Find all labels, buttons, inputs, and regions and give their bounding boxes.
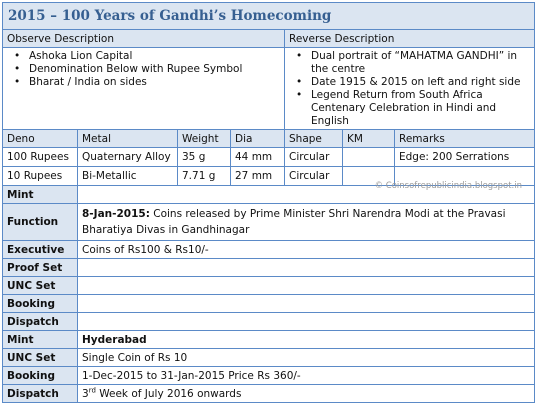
list-item: • Dual portrait of “MAHATMA GANDHI” in the centre xyxy=(296,50,518,75)
reverse-list xyxy=(289,50,530,128)
booking-label: Booking xyxy=(3,367,78,385)
list-item: • Bharat / India on sides xyxy=(14,76,147,88)
proof-set-value xyxy=(78,259,535,277)
unc-set-hyderabad-value: Single Coin of Rs 10 xyxy=(78,349,535,367)
dispatch-hyderabad-value: 3rd Week of July 2016 onwards xyxy=(78,385,535,403)
bullet-icon: • xyxy=(296,50,303,62)
table-row xyxy=(3,331,535,349)
reverse-header: Reverse Description xyxy=(285,30,535,48)
mint-label: Mint xyxy=(3,331,78,349)
booking-hyderabad-value: 1-Dec-2015 to 31-Jan-2015 Price Rs 360/- xyxy=(78,367,535,385)
table-cell: Circular xyxy=(285,148,343,167)
table-cell: 100 Rupees xyxy=(3,148,78,167)
table-cell: 7.71 g xyxy=(178,167,231,186)
list-item: • Denomination Below with Rupee Symbol xyxy=(14,63,243,75)
table-cell: 35 g xyxy=(178,148,231,167)
dispatch-label: Dispatch xyxy=(3,385,78,403)
unc-set-value xyxy=(78,277,535,295)
unc-set-label: UNC Set xyxy=(3,277,78,295)
unc-set-label: UNC Set xyxy=(3,349,78,367)
page-title: 2015 – 100 Years of Gandhi’s Homecoming xyxy=(3,3,535,30)
list-item: • Ashoka Lion Capital xyxy=(14,50,133,62)
observe-list xyxy=(7,50,280,89)
column-header: Deno xyxy=(3,130,78,148)
column-header: Shape xyxy=(285,130,343,148)
table-row xyxy=(3,277,535,295)
table-cell: Edge: 200 Serrations xyxy=(395,148,535,167)
function-label: Function xyxy=(3,204,78,241)
booking-value xyxy=(78,295,535,313)
bullet-icon: • xyxy=(296,76,303,88)
table-cell: 27 mm xyxy=(231,167,285,186)
table-cell: Quaternary Alloy xyxy=(78,148,178,167)
reverse-description xyxy=(285,48,535,130)
table-row xyxy=(3,349,535,367)
table-row xyxy=(3,367,535,385)
column-header: Remarks xyxy=(395,130,535,148)
observe-header: Observe Description xyxy=(3,30,285,48)
list-item: • Date 1915 & 2015 on left and right side xyxy=(296,76,521,88)
proof-set-label: Proof Set xyxy=(3,259,78,277)
table-row xyxy=(3,295,535,313)
table-cell: 44 mm xyxy=(231,148,285,167)
function-value: 8-Jan-2015: Coins released by Prime Minister Shri Narendra Modi at the Pravasi Bharatiya Divas in Gandhinagar xyxy=(78,204,535,241)
column-header: KM xyxy=(343,130,395,148)
column-header: Dia xyxy=(231,130,285,148)
observe-description xyxy=(3,48,285,130)
dispatch-value xyxy=(78,313,535,331)
bullet-icon: • xyxy=(296,89,303,101)
mint-label: Mint xyxy=(3,186,78,204)
column-header: Metal xyxy=(78,130,178,148)
table-row xyxy=(3,313,535,331)
watermark: © Coinsofrepublicindia.blogspot.in xyxy=(374,181,522,191)
bullet-icon: • xyxy=(14,76,21,88)
spec-header-row xyxy=(3,130,535,148)
coin-info-sheet xyxy=(2,2,534,403)
table-row xyxy=(3,148,535,167)
executive-value: Coins of Rs100 & Rs10/- xyxy=(78,241,535,259)
table-cell xyxy=(343,148,395,167)
coin-details-table xyxy=(2,2,535,403)
table-cell: Circular xyxy=(285,167,343,186)
bullet-icon: • xyxy=(14,50,21,62)
executive-label: Executive xyxy=(3,241,78,259)
bullet-icon: • xyxy=(14,63,21,75)
mint-hyderabad-value: Hyderabad xyxy=(78,331,535,349)
booking-label: Booking xyxy=(3,295,78,313)
dispatch-label: Dispatch xyxy=(3,313,78,331)
list-item: • Legend Return from South Africa Centenary Celebration in Hindi and English xyxy=(296,89,497,127)
table-cell: Bi-Metallic xyxy=(78,167,178,186)
table-row xyxy=(3,204,535,241)
table-row xyxy=(3,241,535,259)
table-row xyxy=(3,259,535,277)
column-header: Weight xyxy=(178,130,231,148)
table-cell: 10 Rupees xyxy=(3,167,78,186)
table-row xyxy=(3,385,535,403)
